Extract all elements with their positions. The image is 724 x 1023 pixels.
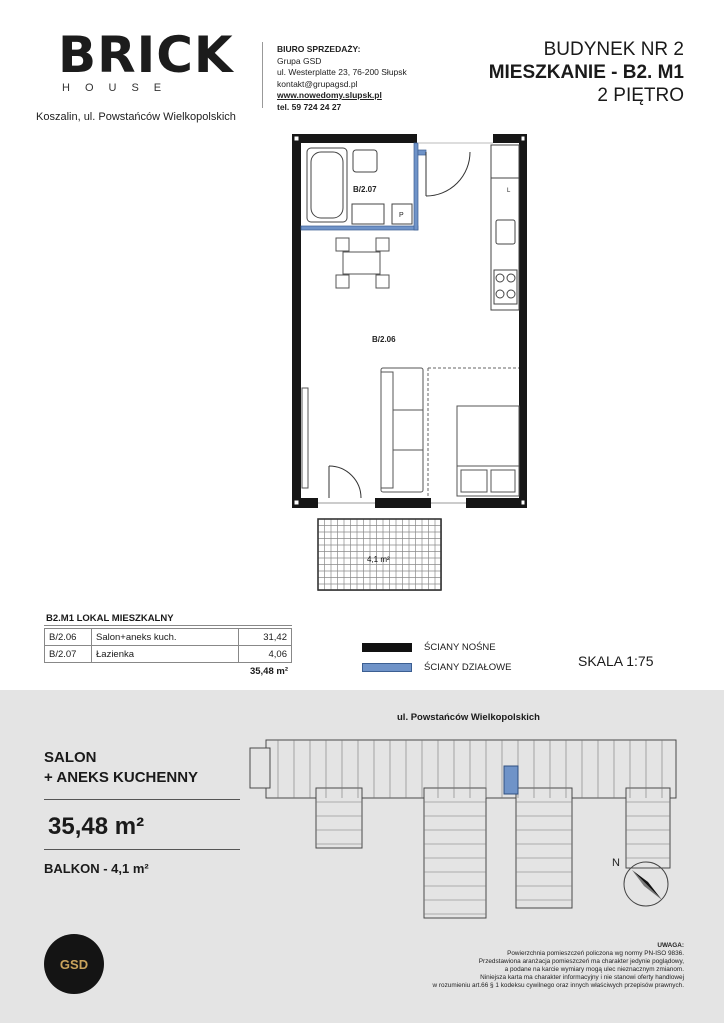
sofa [381, 368, 423, 492]
dining-table [343, 252, 380, 274]
notes-line: Powierzchnia pomieszczeń policzona wg normy PN-ISO 9836. [507, 950, 684, 957]
entrance-door [418, 143, 493, 196]
kitchen-counter [491, 145, 519, 310]
legend-partition-text: ŚCIANY DZIAŁOWE [424, 662, 512, 673]
fridge-mark: L [507, 188, 511, 194]
site-buildings [250, 740, 676, 918]
notes-line: Niniejsza karta ma charakter informacyjny i nie stanowi oferty handlowej [480, 974, 684, 981]
wall-top-left [292, 134, 417, 143]
washbasin [352, 204, 384, 224]
partition-bathroom-right [414, 143, 418, 230]
legend-load-bearing-text: ŚCIANY NOŚNE [424, 642, 496, 653]
notes [354, 942, 684, 990]
summary-room-line2: + ANEKS KUCHENNY [44, 769, 199, 787]
room-code: B/2.06 [45, 629, 92, 646]
living-room-label: B/2.06 [372, 335, 396, 344]
apartment-code: MIESZKANIE - B2. M1 [488, 62, 684, 84]
unit-total-area: 35,48 m² [249, 666, 288, 677]
summary-room-line1: SALON [44, 749, 97, 766]
dining-set [336, 238, 389, 288]
sales-company: Grupa GSD [277, 55, 322, 66]
unit-table [44, 628, 292, 663]
wardrobe [302, 388, 308, 488]
unit-table-wrap [44, 613, 292, 677]
notes-line: a podane na karcie wymiary mogą ulec nieznacznym zmianom. [504, 966, 684, 973]
summary-balcony: BALKON - 4,1 m² [44, 861, 149, 876]
sales-address: ul. Westerplatte 23, 76-200 Słupsk [277, 67, 407, 77]
notes-heading: UWAGA: [657, 942, 684, 949]
room-area: 4,06 [239, 646, 292, 663]
legend-partition [362, 662, 511, 673]
north-label: N [612, 857, 620, 869]
sink [496, 220, 515, 244]
bed [457, 406, 519, 496]
site-plan [248, 730, 698, 940]
site-street-label: ul. Powstańców Wielkopolskich [397, 712, 540, 723]
notes-line: w rozumieniu art.66 § 1 kodeksu cywilnego oraz innych właściwych przepisów prawnych. [432, 982, 684, 989]
bed-frame [457, 406, 519, 496]
balcony-door [329, 466, 361, 498]
highlighted-unit [504, 766, 518, 794]
swatch-partition [362, 663, 412, 672]
partition-bathroom-bottom [301, 226, 418, 230]
scale-label: SKALA 1:75 [578, 653, 654, 669]
load-bearing-walls [292, 134, 527, 508]
room-area: 31,42 [239, 629, 292, 646]
balcony-area-label: 4,1 m² [367, 555, 390, 564]
summary-room-type [44, 748, 198, 789]
legend-load-bearing [362, 642, 511, 653]
table-row [45, 629, 292, 646]
bathroom-label: B/2.07 [353, 185, 377, 194]
sales-website[interactable]: www.nowedomy.slupsk.pl [277, 90, 382, 100]
sales-email[interactable]: kontakt@grupagsd.pl [277, 78, 358, 89]
room-divider [428, 368, 519, 498]
gsd-logo-text: GSD [59, 956, 89, 972]
room-name: Łazienka [92, 646, 239, 663]
notes-line: Przedstawiona aranżacja pomieszczeń ma charakter jedynie poglądowy, [478, 958, 684, 965]
wall-right [519, 134, 527, 508]
table-row [45, 646, 292, 663]
north-arrow [624, 862, 668, 906]
wall-bottom-right [466, 498, 527, 508]
summary-divider-2 [44, 849, 240, 850]
building-number: BUDYNEK NR 2 [543, 39, 684, 60]
room-code: B/2.07 [45, 646, 92, 663]
wall-left [292, 134, 301, 508]
washer-mark: P [399, 212, 404, 219]
unit-table-header: B2.M1 LOKAL MIESZKALNY [44, 613, 292, 626]
toilet [353, 150, 377, 172]
location-text: Koszalin, ul. Powstańców Wielkopolskich [36, 111, 236, 123]
room-name: Salon+aneks kuch. [92, 629, 239, 646]
wall-bottom-mid [375, 498, 431, 508]
logo-subtitle: HOUSE [62, 82, 177, 94]
summary-divider [44, 799, 240, 800]
logo-wordmark: BRICK [58, 26, 234, 84]
partition-stub [418, 150, 426, 155]
legend [362, 642, 511, 673]
floor-level: 2 PIĘTRO [597, 85, 684, 107]
summary-area: 35,48 m² [48, 813, 145, 840]
gsd-logo [44, 934, 104, 994]
bathtub [307, 148, 347, 222]
swatch-load-bearing [362, 643, 412, 652]
sales-phone: tel. 59 724 24 27 [277, 101, 342, 112]
sales-heading: BIURO SPRZEDAŻY: [277, 44, 361, 54]
